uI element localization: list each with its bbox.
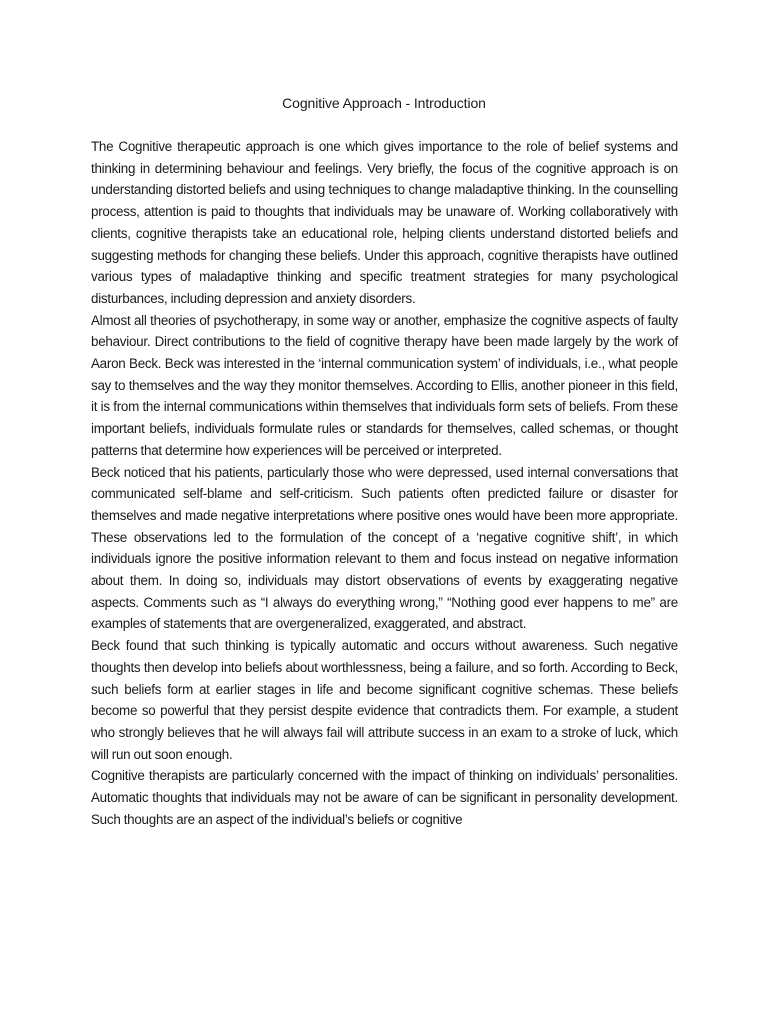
paragraph-personalities: Cognitive therapists are particularly concerned with the impact of thinking on individuals’ personalities. Automatic thoughts that individuals may not be aware of can be significant in personality development. Such thoughts are an aspect of the individual’s beliefs or cognitive <box>91 768 678 827</box>
document-body <box>91 136 678 830</box>
paragraph-cognitive-approach: The Cognitive therapeutic approach is one which gives importance to the role of belief systems and thinking in determining behaviour and feelings. Very briefly, the focus of the cognitive approach is on understanding distorted beliefs and using techniques to change maladaptive thinking. In the counselling process, attention is paid to thoughts that individuals may be unaware of. Working collaboratively with clients, cognitive therapists take an educational role, helping clients understand distorted beliefs and suggesting methods for changing these beliefs. Under this approach, cognitive therapists have outlined various types of maladaptive thinking and specific treatment strategies for many psychological disturbances, including depression and anxiety disorders. <box>91 139 678 306</box>
paragraph-automatic-thinking: Beck found that such thinking is typically automatic and occurs without awareness. Such negative thoughts then develop into beliefs about worthlessness, being a failure, and so forth. According to Beck, such beliefs form at earlier stages in life and become significant cognitive schemas. These beliefs become so powerful that they persist despite evidence that contradicts them. For example, a student who strongly believes that he will always fail will attribute success in an exam to a stroke of luck, which will run out soon enough. <box>91 638 678 762</box>
paragraph-beck-patients: Beck noticed that his patients, particularly those who were depressed, used internal conversations that communicated self-blame and self-criticism. Such patients often predicted failure or disaster for themselves and made negative interpretations where positive ones would have been more appropriate. These observations led to the formulation of the concept of a ‘negative cognitive shift’, in which individuals ignore the positive information relevant to them and focus instead on negative information about them. In doing so, individuals may distort observations of events by exaggerating negative aspects. Comments such as “I always do everything wrong,” “Nothing good ever happens to me” are examples of statements that are overgeneralized, exaggerated, and abstract. <box>91 464 678 632</box>
paragraph-theories-psychotherapy: Almost all theories of psychotherapy, in some way or another, emphasize the cognitive aspects of faulty behaviour. Direct contributions to the field of cognitive therapy have been made largely by the work of Aaron Beck. Beck was interested in the ‘internal communication system’ of individuals, i.e., what people say to themselves and the way they monitor themselves. According to Ellis, another pioneer in this field, it is from the internal communications within themselves that individuals form sets of beliefs. From these important beliefs, individuals formulate rules or standards for themselves, called schemas, or thought patterns that determine how experiences will be perceived or interpreted. <box>91 312 678 458</box>
document-title: Cognitive Approach - Introduction <box>282 95 486 111</box>
